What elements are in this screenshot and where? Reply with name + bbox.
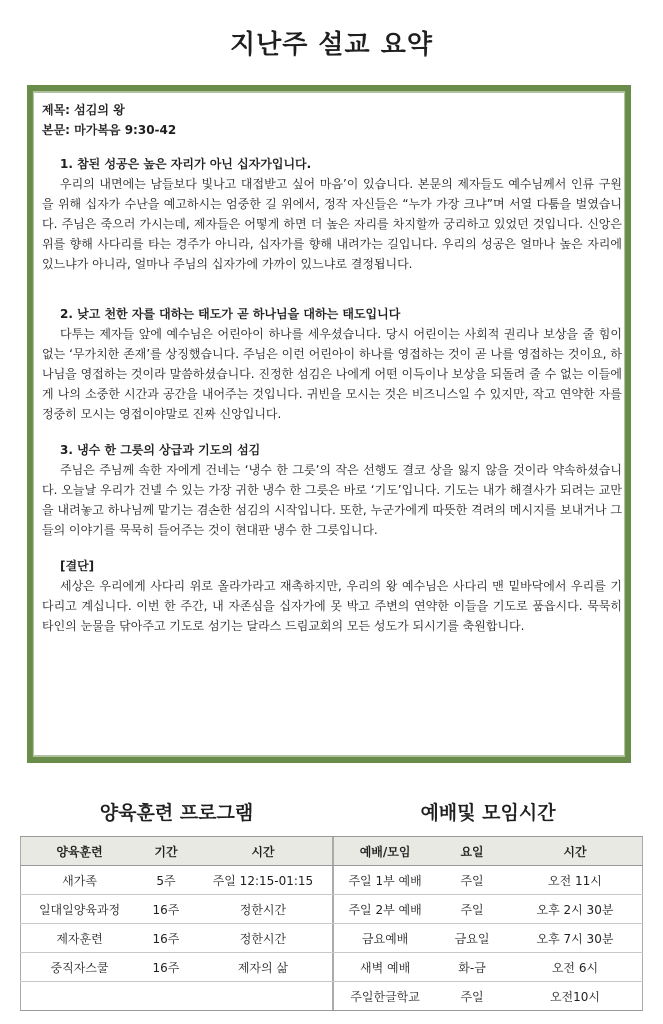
- table-row: [334, 953, 643, 982]
- worship-title: 예배및 모임시간: [420, 802, 556, 824]
- table-cell: 오전 11시: [508, 866, 643, 895]
- table-cell: 5주: [138, 866, 194, 895]
- table-cell: 주일 2부 예배: [334, 895, 437, 924]
- table-cell: 오후 7시 30분: [508, 924, 643, 953]
- section-body: 다투는 제자들 앞에 예수님은 어린아이 하나를 세우셨습니다. 당시 어린이는 사회적 권리나 보상을 줄 힘이 없는 ‘무가치한 존재’를 상징했습니다. 주님은 이런 어린아이 하나를 영접하는 것이 곧 나를 영접하는 것이요, 하나님을 영접하는 것이라 말씀하셨습니다. 진정한 섬김은 나에게 어떤 이득이나 보상을 되돌려 줄 수 없는 이들에게 나의 소중한 시간과 공간을 내어주는 것입니다. 귀빈을 모시는 것은 비즈니스일 수 있지만, 작고 연약한 자를 정중히 모시는 영접이야말로 진짜 신앙입니다.: [42, 327, 622, 421]
- section-heading: 3. 냉수 한 그릇의 상급과 기도의 섬김: [60, 443, 261, 457]
- decision-heading: [결단]: [60, 559, 95, 573]
- decision-body: 세상은 우리에게 사다리 위로 올라가라고 재촉하지만, 우리의 왕 예수님은 사다리 맨 밑바닥에서 우리를 기다리고 계십니다. 이번 한 주간, 내 자존심을 십자가에 못 박고 주변의 연약한 이들을 기도로 품읍시다. 묵묵히 타인의 눈물을 닦아주고 기도로 섬기는 달라스 드림교회의 모든 성도가 되시기를 축원합니다.: [42, 579, 622, 633]
- column-header: 기간: [138, 837, 194, 866]
- table-cell: 주일 1부 예배: [334, 866, 437, 895]
- table-cell: 16주: [138, 953, 194, 982]
- table-cell: 16주: [138, 895, 194, 924]
- table-cell: 정한시간: [194, 895, 333, 924]
- table-cell: 금요예배: [334, 924, 437, 953]
- table-cell: 주일: [436, 866, 508, 895]
- section-body: 주님은 주님께 속한 자에게 건네는 ‘냉수 한 그릇’의 작은 선행도 결코 상을 잃지 않을 것이라 약속하셨습니다. 오늘날 우리가 건넬 수 있는 가장 귀한 냉수 한 그릇은 바로 ‘기도’입니다. 기도는 내가 해결사가 되려는 교만을 내려놓고 하나님께 맡기는 겸손한 섬김의 시작입니다. 또한, 누군가에게 따뜻한 격려의 메시지를 보내거나 그들의 이야기를 묵묵히 들어주는 것이 현대판 냉수 한 그릇입니다.: [42, 463, 622, 537]
- table-cell: [138, 982, 194, 1011]
- section-body: 우리의 내면에는 남들보다 빛나고 대접받고 싶어 마음’이 있습니다. 본문의 제자들도 예수님께서 인류 구원을 위해 십자가 수난을 예고하시는 엄중한 길 위에서, 정작 자신들은 “누가 가장 크냐”며 서열 다툼을 벌였습니다. 주님은 죽으러 가시는데, 제자들은 어떻게 하면 더 높은 자리를 차지할까 궁리하고 있었던 것입니다. 신앙은 위를 향해 사다리를 타는 경주가 아니라, 십자가를 향해 내려가는 길입니다. 우리의 성공은 얼마나 높은 자리에 있느냐가 아니라, 얼마나 주님의 십자가에 가까이 있느냐로 결정됩니다.: [42, 177, 622, 271]
- section-heading: 2. 낮고 천한 자를 대하는 태도가 곧 하나님을 대하는 태도입니다: [60, 307, 401, 321]
- training-title: 양육훈련 프로그램: [99, 802, 254, 824]
- column-header: 시간: [508, 837, 643, 866]
- table-cell: 오후 2시 30분: [508, 895, 643, 924]
- table-cell: 새벽 예배: [334, 953, 437, 982]
- table-row: [21, 866, 333, 895]
- worship-table: [333, 836, 643, 1011]
- table-cell: 주일한글학교: [334, 982, 437, 1011]
- table-header-row: [21, 837, 333, 866]
- table-cell: 주일: [436, 895, 508, 924]
- training-table: [20, 836, 333, 1011]
- sermon-scripture: 본문: 마가복음 9:30-42: [42, 123, 177, 137]
- table-row: [21, 953, 333, 982]
- table-cell: 제자의 삶: [194, 953, 333, 982]
- table-row: [334, 924, 643, 953]
- table-row: [21, 924, 333, 953]
- table-cell: [21, 982, 139, 1011]
- table-header-row: [334, 837, 643, 866]
- table-cell: 오전10시: [508, 982, 643, 1011]
- table-cell: [194, 982, 333, 1011]
- table-cell: 중직자스쿨: [21, 953, 139, 982]
- column-header: 양육훈련: [21, 837, 139, 866]
- column-header: 시간: [194, 837, 333, 866]
- table-row: [334, 982, 643, 1011]
- table-row: [334, 895, 643, 924]
- table-cell: 주일: [436, 982, 508, 1011]
- table-cell: 금요일: [436, 924, 508, 953]
- table-cell: 정한시간: [194, 924, 333, 953]
- table-cell: 오전 6시: [508, 953, 643, 982]
- section-heading: 1. 참된 성공은 높은 자리가 아닌 십자가입니다.: [60, 157, 312, 171]
- table-row: [334, 866, 643, 895]
- sermon-summary: [42, 100, 622, 636]
- page-title: 지난주 설교 요약: [230, 30, 433, 60]
- table-cell: 16주: [138, 924, 194, 953]
- table-row: [21, 895, 333, 924]
- table-cell: 새가족: [21, 866, 139, 895]
- table-cell: 주일 12:15-01:15: [194, 866, 333, 895]
- table-cell: 화-금: [436, 953, 508, 982]
- table-cell: 일대일양육과정: [21, 895, 139, 924]
- column-header: 예배/모임: [334, 837, 437, 866]
- table-cell: 제자훈련: [21, 924, 139, 953]
- table-row-empty: [21, 982, 333, 1011]
- column-header: 요일: [436, 837, 508, 866]
- sermon-title: 제목: 섬김의 왕: [42, 103, 125, 117]
